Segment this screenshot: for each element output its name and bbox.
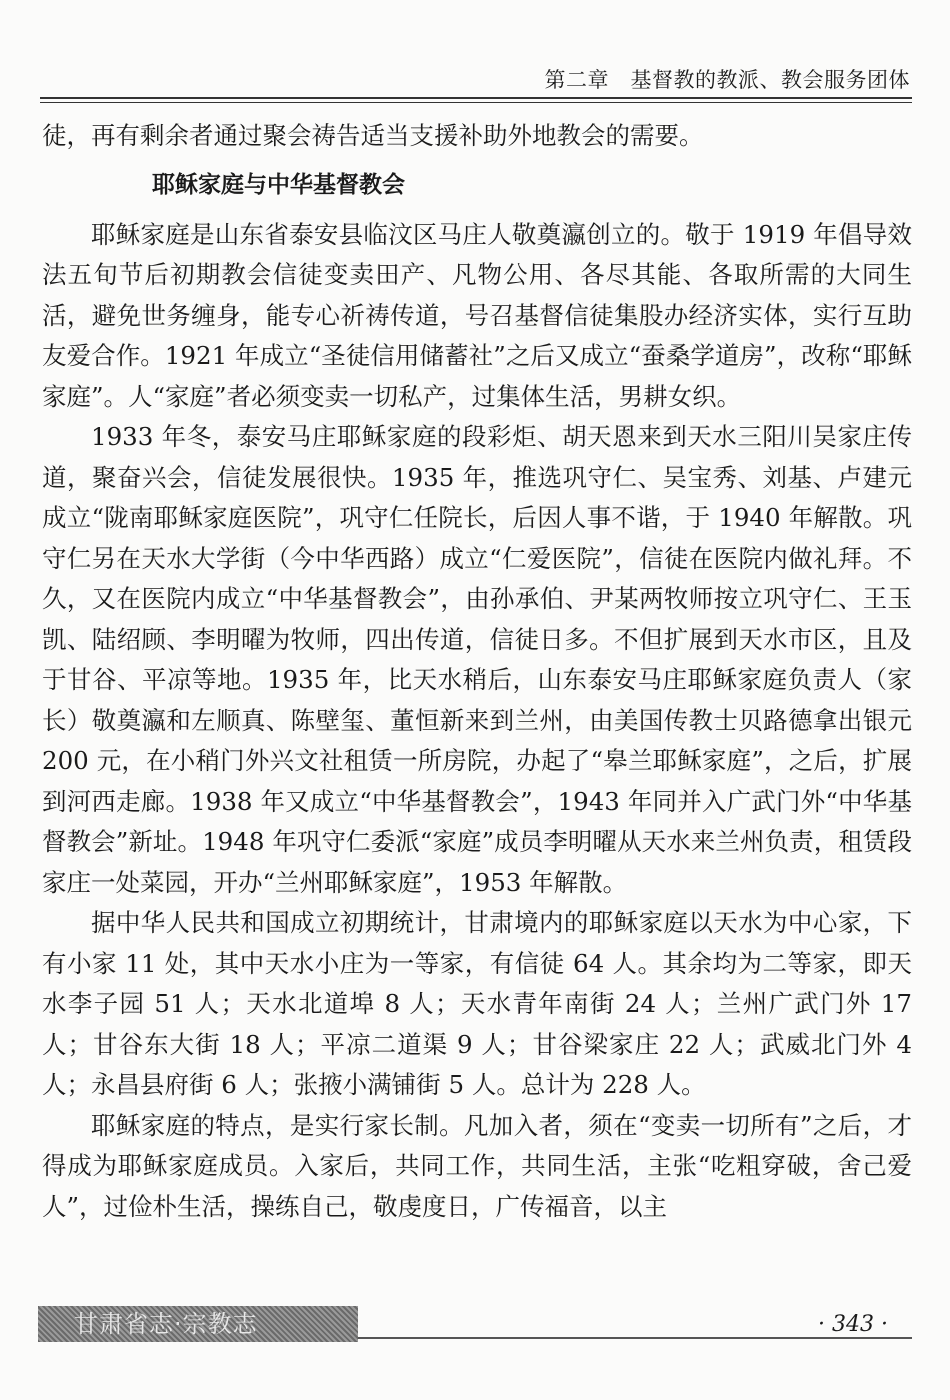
paragraph: 耶稣家庭是山东省泰安县临汶区马庄人敬奠瀛创立的。敬于 1919 年倡导效法五旬节后初期教会信徒变卖田产、凡物公用、各尽其能、各取所需的大同生活，避免世务缠身，能专心祈祷传道，号召基督信徒集股办经济实体，实行互助友爱合作。1921 年成立“圣徒信用储蓄社”之后又成立“蚕桑学道房”，改称“耶稣家庭”。人“家庭”者必须变卖一切私产，过集体生活，男耕女织。: [42, 219, 912, 411]
footer-book-title: 甘肃省志·宗教志: [38, 1306, 358, 1342]
page-body: [42, 116, 912, 1227]
paragraph: 1933 年冬，泰安马庄耶稣家庭的段彩炬、胡天恩来到天水三阳川吴家庄传道，聚奋兴会，信徒发展很快。1935 年，推选巩守仁、吴宝秀、刘基、卢建元成立“陇南耶稣家庭医院”，巩守仁任院长，后因人事不谐，于 1940 年解散。巩守仁另在天水大学街（今中华西路）成立“仁爱医院”，信徒在医院内做礼拜。不久，又在医院内成立“中华基督教会”，由孙承伯、尹某两牧师按立巩守仁、王玉凯、陆绍顾、李明曜为牧师，四出传道，信徒日多。不但扩展到天水市区，且及于甘谷、平凉等地。1935 年，比天水稍后，山东泰安马庄耶稣家庭负责人（家长）敬奠瀛和左顺真、陈壁玺、董恒新来到兰州，由美国传教士贝路德拿出银元 200 元，在小稍门外兴文社租赁一所房院，办起了“皋兰耶稣家庭”，之后，扩展到河西走廊。1938 年又成立“中华基督教会”，1943 年同并入广武门外“中华基督教会”新址。1948 年巩守仁委派“家庭”成员李明曜从天水来兰州负责，租赁段家庄一处菜园，开办“兰州耶稣家庭”，1953 年解散。: [42, 422, 912, 897]
running-head: 第二章 基督教的教派、教会服务团体: [544, 68, 910, 92]
page-number: · 343 ·: [818, 1312, 888, 1337]
paragraph-continuation: 徒，再有剩余者通过聚会祷告适当支援补助外地教会的需要。: [42, 121, 704, 150]
footer-rule: [358, 1337, 912, 1339]
section-heading: 耶稣家庭与中华基督教会: [152, 171, 405, 198]
page-footer: [38, 1306, 912, 1342]
header-rule: [40, 97, 912, 103]
paragraph: 耶稣家庭的特点，是实行家长制。凡加入者，须在“变卖一切所有”之后，才得成为耶稣家庭成员。入家后，共同工作，共同生活，主张“吃粗穿破，舍己爱人”，过俭朴生活，操练自己，敬虔度日，广传福音，以主: [42, 1110, 912, 1221]
paragraph: 据中华人民共和国成立初期统计，甘肃境内的耶稣家庭以天水为中心家，下有小家 11 处，其中天水小庄为一等家，有信徒 64 人。其余均为二等家，即天水李子园 51 人；天水北道埠 8 人；天水青年南街 24 人；兰州广武门外 17 人；甘谷东大街 18 人；平凉二道渠 9 人；甘谷梁家庄 22 人；武威北门外 4 人；永昌县府街 6 人；张掖小满铺街 5 人。总计为 228 人。: [42, 908, 912, 1099]
